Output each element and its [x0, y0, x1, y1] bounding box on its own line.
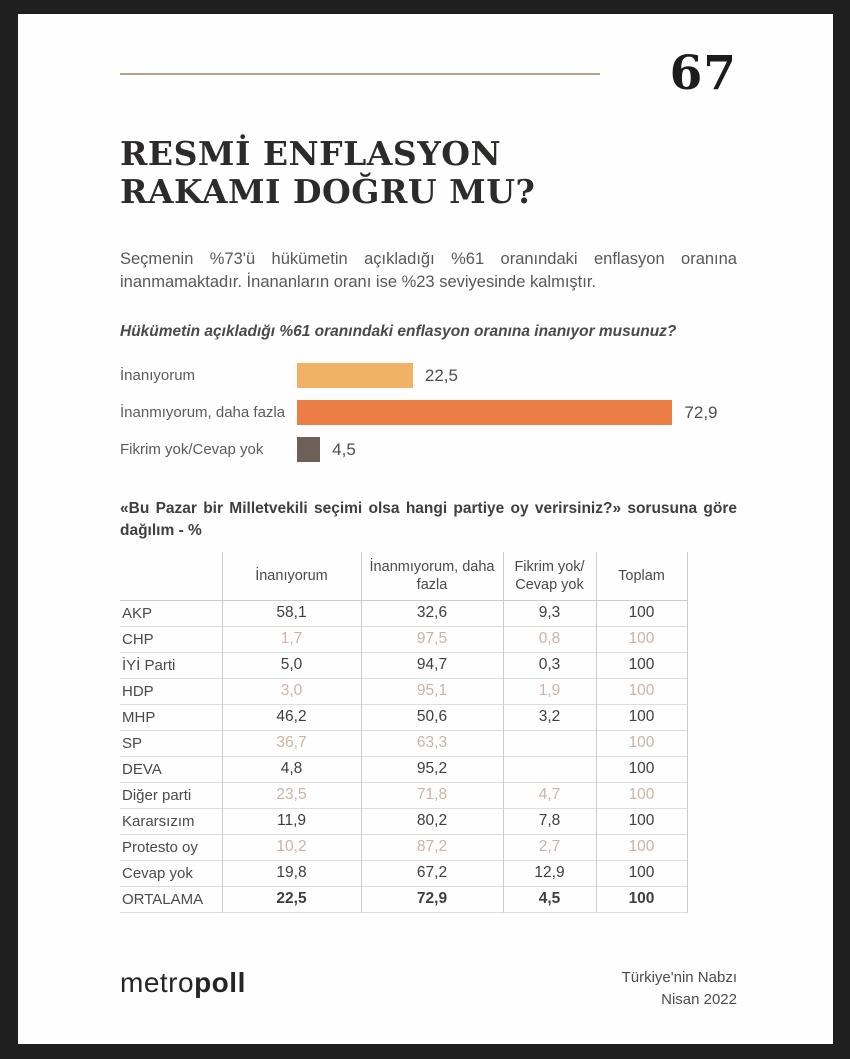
logo-metro: metro — [120, 966, 195, 998]
row-label: SP — [120, 730, 222, 756]
page-footer — [120, 967, 737, 1012]
row-label: ORTALAMA — [120, 886, 222, 912]
cell-value: 11,9 — [222, 808, 361, 834]
cell-value: 100 — [596, 860, 687, 886]
row-label: AKP — [120, 600, 222, 626]
chart-row — [120, 400, 737, 425]
page-title-line2: RAKAMI DOĞRU MU? — [120, 172, 536, 212]
cell-value: 22,5 — [222, 886, 361, 912]
cell-value: 67,2 — [361, 860, 503, 886]
report-page — [18, 14, 833, 1044]
table-row — [120, 730, 687, 756]
survey-question: Hükümetin açıkladığı %61 oranındaki enflasyon oranına inanıyor musunuz? — [120, 323, 677, 341]
row-label: Cevap yok — [120, 860, 222, 886]
row-label: CHP — [120, 626, 222, 652]
table-row — [120, 782, 687, 808]
cell-value: 50,6 — [361, 704, 503, 730]
chart-bar — [297, 363, 413, 388]
cell-value: 72,9 — [361, 886, 503, 912]
cell-value: 5,0 — [222, 652, 361, 678]
row-label: Protesto oy — [120, 834, 222, 860]
header-rule — [120, 73, 600, 75]
cell-value: 1,9 — [503, 678, 596, 704]
cell-value: 87,2 — [361, 834, 503, 860]
intro-paragraph: Seçmenin %73'ü hükümetin açıkladığı %61 oranındaki enflasyon oranına inanmamaktadır. İnananların oranı ise %23 seviyesinde kalmıştır. — [120, 249, 737, 292]
cell-value: 100 — [596, 626, 687, 652]
chart-bar — [297, 400, 672, 425]
belief-bar-chart — [120, 363, 737, 462]
cell-value: 4,5 — [503, 886, 596, 912]
chart-bar-label: Fikrim yok/Cevap yok — [120, 441, 264, 459]
chart-bar-value: 72,9 — [684, 402, 718, 422]
cell-value: 95,2 — [361, 756, 503, 782]
chart-row — [120, 437, 737, 462]
footer-publication — [622, 967, 737, 1012]
column-header: Fikrim yok/ Cevap yok — [503, 552, 596, 600]
cell-value: 12,9 — [503, 860, 596, 886]
table-heading: «Bu Pazar bir Milletvekili seçimi olsa hangi partiye oy verirsiniz?» sorusuna göre dağılım - % — [120, 500, 737, 540]
cell-value: 19,8 — [222, 860, 361, 886]
cell-value: 71,8 — [361, 782, 503, 808]
table-row — [120, 886, 687, 912]
column-header: Toplam — [596, 552, 687, 600]
table-row — [120, 704, 687, 730]
footer-publication-date: Nisan 2022 — [661, 991, 737, 1009]
table-header — [120, 552, 687, 600]
cell-value: 23,5 — [222, 782, 361, 808]
row-label: İYİ Parti — [120, 652, 222, 678]
cell-value: 95,1 — [361, 678, 503, 704]
table-row — [120, 652, 687, 678]
cell-value: 100 — [596, 756, 687, 782]
footer-publication-name: Türkiye'nin Nabzı — [621, 968, 737, 986]
cell-value: 58,1 — [222, 600, 361, 626]
column-header: İnanıyorum — [222, 552, 361, 600]
cell-value: 100 — [596, 886, 687, 912]
cell-value: 10,2 — [222, 834, 361, 860]
cell-value: 94,7 — [361, 652, 503, 678]
cell-value: 97,5 — [361, 626, 503, 652]
cell-value: 4,8 — [222, 756, 361, 782]
cell-value: 100 — [596, 678, 687, 704]
chart-bar-value: 4,5 — [332, 439, 356, 459]
party-results-table — [120, 552, 688, 913]
cell-value: 7,8 — [503, 808, 596, 834]
row-label: DEVA — [120, 756, 222, 782]
table-row — [120, 756, 687, 782]
cell-value: 0,3 — [503, 652, 596, 678]
table-row — [120, 626, 687, 652]
row-label: Kararsızım — [120, 808, 222, 834]
cell-value: 100 — [596, 808, 687, 834]
metropoll-logo — [120, 967, 246, 999]
chart-bar — [297, 437, 320, 462]
cell-value: 3,2 — [503, 704, 596, 730]
cell-value: 100 — [596, 782, 687, 808]
cell-value: 100 — [596, 600, 687, 626]
cell-value: 2,7 — [503, 834, 596, 860]
cell-value: 32,6 — [361, 600, 503, 626]
cell-value: 36,7 — [222, 730, 361, 756]
cell-value: 1,7 — [222, 626, 361, 652]
cell-value: 100 — [596, 652, 687, 678]
chart-bar-value: 22,5 — [424, 365, 458, 385]
column-header: İnanmıyorum, daha fazla — [361, 552, 503, 600]
row-label: MHP — [120, 704, 222, 730]
cell-value: 80,2 — [361, 808, 503, 834]
table-row — [120, 678, 687, 704]
chart-bar-label: İnanmıyorum, daha fazla — [120, 404, 286, 422]
logo-poll: poll — [194, 966, 246, 998]
table-row — [120, 600, 687, 626]
cell-value: 100 — [596, 704, 687, 730]
cell-value: 0,8 — [503, 626, 596, 652]
page-header — [120, 46, 737, 101]
cell-value: 46,2 — [222, 704, 361, 730]
chart-row — [120, 363, 737, 388]
page-number: 67 — [669, 46, 737, 101]
row-label: Diğer parti — [120, 782, 222, 808]
cell-value: 100 — [596, 730, 687, 756]
cell-value: 63,3 — [361, 730, 503, 756]
column-header — [120, 552, 222, 600]
row-label: HDP — [120, 678, 222, 704]
cell-value — [503, 730, 596, 756]
cell-value: 3,0 — [222, 678, 361, 704]
table-row — [120, 860, 687, 886]
cell-value: 100 — [596, 834, 687, 860]
cell-value: 9,3 — [503, 600, 596, 626]
cell-value: 4,7 — [503, 782, 596, 808]
table-row — [120, 808, 687, 834]
cell-value — [503, 756, 596, 782]
page-title-line1: RESMİ ENFLASYON — [120, 134, 502, 173]
chart-bar-label: İnanıyorum — [120, 367, 196, 385]
table-row — [120, 834, 687, 860]
page-title — [120, 135, 737, 212]
page-content — [18, 14, 833, 1044]
